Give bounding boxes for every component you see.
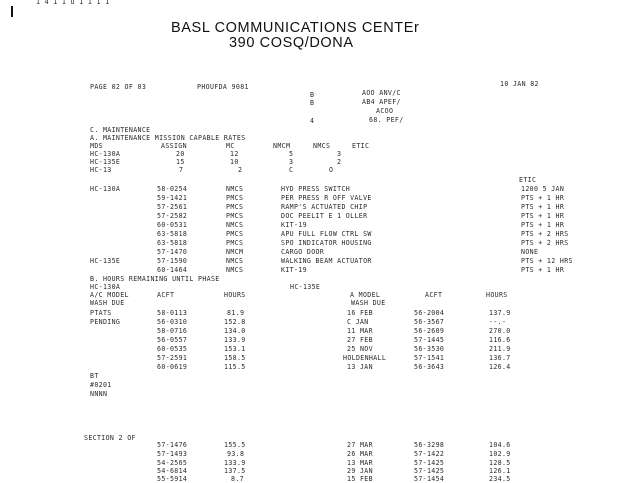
mds-cell: HC-130A — [90, 150, 121, 158]
discrepancy-desc: WALKING BEAM ACTUATOR — [281, 257, 372, 265]
col-header-assign: ASSIGN — [161, 142, 187, 150]
acft-cell: 56-3643 — [414, 363, 445, 371]
hours-cell: 128.5 — [489, 459, 511, 467]
mds-cell: HC-135E — [90, 158, 121, 166]
hours-cell: 126.4 — [489, 363, 511, 371]
discrepancy-status: PMCS — [226, 212, 244, 220]
discrepancy-etic: PTS + 12 HRS — [521, 257, 573, 265]
discrepancy-status: NMCS — [226, 257, 244, 265]
hours-cell: 81.9 — [227, 309, 245, 317]
discrepancy-desc: PER PRESS R OFF VALVE — [281, 194, 372, 202]
nmcm-cell: 3 — [289, 158, 294, 166]
mc-cell: 10 — [230, 158, 239, 166]
acft-cell: 57-1541 — [414, 354, 445, 362]
section2-heading: SECTION 2 OF — [84, 434, 136, 442]
discrepancy-desc: APU FULL FLOW CTRL SW — [281, 230, 372, 238]
discrepancy-tail: 57-1590 — [157, 257, 188, 265]
routing-text: 68. PEF/ — [369, 116, 404, 124]
col-header-mc: MC — [226, 142, 235, 150]
hours-left-wash-due: WASH DUE — [90, 299, 125, 307]
wash-due-cell: HOLDENHALL — [343, 354, 387, 362]
hours-right-col-acft: ACFT — [425, 291, 443, 299]
hours-right-col-model: A MODEL — [350, 291, 381, 299]
discrepancy-tail: 58-0254 — [157, 185, 188, 193]
discrepancy-status: PMCS — [226, 203, 244, 211]
etic-header: ETIC — [519, 176, 537, 184]
hours-left-col-model: A/C MODEL — [90, 291, 129, 299]
header-title: BASL COMMUNICATIONS CENTEr — [171, 20, 420, 36]
top-strip: 1 4 1 1 U 1 1 1 1 — [36, 0, 110, 6]
end-of-text: BT — [90, 372, 99, 380]
nmcs-cell: 2 — [337, 158, 342, 166]
routing-mark: B — [310, 91, 315, 99]
discrepancy-etic: PTS + 1 HR — [521, 194, 565, 202]
acft-cell: 56-0310 — [157, 318, 188, 326]
discrepancy-etic: PTS + 1 HR — [521, 266, 565, 274]
header-subtitle: 390 COSQ/DONA — [229, 35, 354, 51]
acft-cell: 56-3567 — [414, 318, 445, 326]
discrepancy-status: PMCS — [226, 239, 244, 247]
wash-due-cell: 13 JAN — [347, 363, 373, 371]
col-header-nmcs: NMCS — [313, 142, 331, 150]
wash-due-cell: 26 MAR — [347, 450, 373, 458]
hours-cell: --.- — [489, 318, 507, 326]
acft-cell: 54-2565 — [157, 459, 188, 467]
acft-cell: 56-2004 — [414, 309, 445, 317]
discrepancy-tail: 57-2582 — [157, 212, 188, 220]
hours-cell: 104.6 — [489, 441, 511, 449]
nmcs-cell: O — [329, 166, 334, 174]
hours-cell: 270.0 — [489, 327, 511, 335]
discrepancy-tail: 63-5818 — [157, 230, 188, 238]
acft-cell: 57-1476 — [157, 441, 188, 449]
end-of-message: NNNN — [90, 390, 108, 398]
hours-cell: 8.7 — [231, 475, 244, 483]
nmcm-cell: C — [289, 166, 294, 174]
discrepancy-desc: KIT-19 — [281, 266, 307, 274]
hours-cell: 136.7 — [489, 354, 511, 362]
discrepancy-tail: 57-2561 — [157, 203, 188, 211]
hours-cell: 152.8 — [224, 318, 246, 326]
nmcs-cell: 3 — [337, 150, 342, 158]
hours-cell: 137.9 — [489, 309, 511, 317]
routing-mark: B — [310, 99, 315, 107]
discrepancy-desc: RAMP'S ACTUATED CHIP — [281, 203, 368, 211]
discrepancy-desc: CARGO DOOR — [281, 248, 325, 256]
acft-cell: 57-1493 — [157, 450, 188, 458]
acft-cell: 56-2609 — [414, 327, 445, 335]
wash-due-cell: 25 NOV — [347, 345, 373, 353]
acft-cell: 58-0113 — [157, 309, 188, 317]
message-number: #0201 — [90, 381, 112, 389]
discrepancy-status: NMCS — [226, 185, 244, 193]
routing-mark: 4 — [310, 117, 315, 125]
discrepancy-status: NMCS — [226, 221, 244, 229]
discrepancy-status: PMCS — [226, 194, 244, 202]
mc-cell: 12 — [230, 150, 239, 158]
acft-cell: 54-6814 — [157, 467, 188, 475]
discrepancy-tail: 60-0531 — [157, 221, 188, 229]
routing-text: ACOO — [376, 107, 394, 115]
hours-cell: 234.5 — [489, 475, 511, 483]
wash-due-cell: C JAN — [347, 318, 369, 326]
acft-cell: 57-2591 — [157, 354, 188, 362]
discrepancy-status: NMCS — [226, 266, 244, 274]
acft-cell: 57-1425 — [414, 459, 445, 467]
message-date: 10 JAN 82 — [500, 80, 539, 88]
discrepancy-status: NMCM — [226, 248, 244, 256]
acft-cell: 60-0535 — [157, 345, 188, 353]
hours-cell: 133.9 — [224, 336, 246, 344]
wash-due-cell: 27 MAR — [347, 441, 373, 449]
hours-cell: 115.5 — [224, 363, 246, 371]
wash-due-cell: 27 FEB — [347, 336, 373, 344]
hours-cell: 137.5 — [224, 467, 246, 475]
assign-cell: 7 — [179, 166, 184, 174]
discrepancy-etic: PTS + 2 HRS — [521, 239, 569, 247]
page-number: PAGE 02 OF 03 — [90, 83, 147, 91]
acft-cell: 56-0557 — [157, 336, 188, 344]
message-dtg: PHOUFDA 9081 — [197, 83, 249, 91]
discrepancy-mds: HC-135E — [90, 257, 121, 265]
col-header-mds: MDS — [90, 142, 103, 150]
acft-cell: 56-3530 — [414, 345, 445, 353]
hours-cell: 211.9 — [489, 345, 511, 353]
wash-due-cell: 15 FEB — [347, 475, 373, 483]
discrepancy-status: PMCS — [226, 230, 244, 238]
hours-cell: 133.9 — [224, 459, 246, 467]
hours-cell: 93.8 — [227, 450, 245, 458]
hours-cell: 153.1 — [224, 345, 246, 353]
hours-left-label: PTATS — [90, 309, 112, 317]
col-header-etic: ETIC — [352, 142, 370, 150]
scan-mark — [11, 6, 13, 17]
assign-cell: 15 — [176, 158, 185, 166]
wash-due-cell: 29 JAN — [347, 467, 373, 475]
wash-due-cell: 13 MAR — [347, 459, 373, 467]
acft-cell: 55-5914 — [157, 475, 188, 483]
hours-cell: 102.9 — [489, 450, 511, 458]
discrepancy-tail: 63-5818 — [157, 239, 188, 247]
discrepancy-etic: 1200 5 JAN — [521, 185, 565, 193]
hours-left-col-hours: HOURS — [224, 291, 246, 299]
mc-cell: 2 — [238, 166, 243, 174]
hours-cell: 155.5 — [224, 441, 246, 449]
wash-due-cell: 11 MAR — [347, 327, 373, 335]
hours-left-type: HC-130A — [90, 283, 121, 291]
maintenance-subheading: A. MAINTENANCE MISSION CAPABLE RATES — [90, 134, 246, 142]
routing-text: AOO ANV/C — [362, 89, 401, 97]
maintenance-heading: C. MAINTENANCE — [90, 126, 151, 134]
nmcm-cell: 5 — [289, 150, 294, 158]
hours-left-label: PENDING — [90, 318, 121, 326]
assign-cell: 20 — [176, 150, 185, 158]
acft-cell: 57-1422 — [414, 450, 445, 458]
discrepancy-desc: DOC PEELIT E 1 OLLER — [281, 212, 368, 220]
discrepancy-mds: HC-130A — [90, 185, 121, 193]
hours-cell: 116.6 — [489, 336, 511, 344]
hours-heading: B. HOURS REMAINING UNTIL PHASE — [90, 275, 220, 283]
hours-left-col-acft: ACFT — [157, 291, 175, 299]
acft-cell: 57-1454 — [414, 475, 445, 483]
discrepancy-tail: 60-1464 — [157, 266, 188, 274]
routing-text: AB4 APEF/ — [362, 98, 401, 106]
hours-right-type: HC-135E — [290, 283, 321, 291]
discrepancy-etic: PTS + 1 HR — [521, 212, 565, 220]
hours-cell: 126.1 — [489, 467, 511, 475]
acft-cell: 57-1445 — [414, 336, 445, 344]
discrepancy-etic: PTS + 2 HRS — [521, 230, 569, 238]
acft-cell: 58-0716 — [157, 327, 188, 335]
acft-cell: 56-3298 — [414, 441, 445, 449]
wash-due-cell: 16 FEB — [347, 309, 373, 317]
discrepancy-etic: NONE — [521, 248, 539, 256]
acft-cell: 60-0619 — [157, 363, 188, 371]
hours-cell: 134.0 — [224, 327, 246, 335]
hours-cell: 158.5 — [224, 354, 246, 362]
discrepancy-tail: 59-1421 — [157, 194, 188, 202]
discrepancy-etic: PTS + 1 HR — [521, 221, 565, 229]
mds-cell: HC-13 — [90, 166, 112, 174]
hours-right-wash-due: WASH DUE — [351, 299, 386, 307]
acft-cell: 57-1425 — [414, 467, 445, 475]
hours-right-col-hours: HOURS — [486, 291, 508, 299]
col-header-nmcm: NMCM — [273, 142, 291, 150]
discrepancy-desc: KIT-19 — [281, 221, 307, 229]
discrepancy-etic: PTS + 1 HR — [521, 203, 565, 211]
discrepancy-desc: SPO INDICATOR HOUSING — [281, 239, 372, 247]
discrepancy-tail: 57-1470 — [157, 248, 188, 256]
discrepancy-desc: HYD PRESS SWITCH — [281, 185, 351, 193]
